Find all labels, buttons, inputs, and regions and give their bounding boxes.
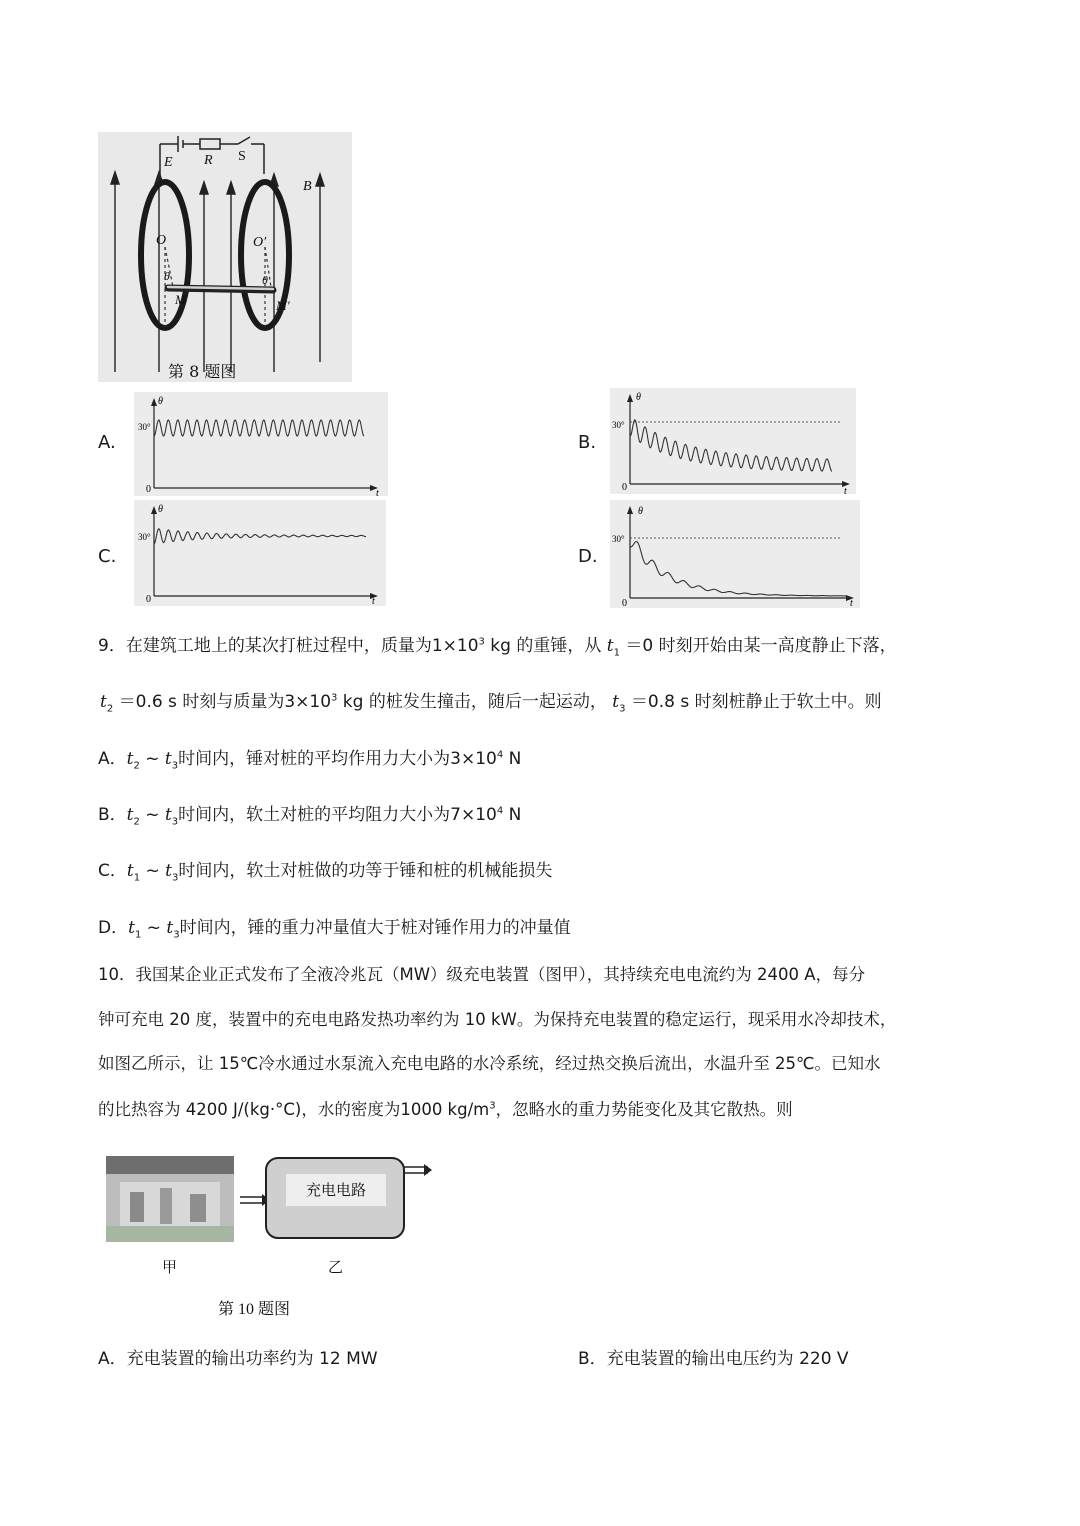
q9-option-d-letter: D．: [98, 918, 129, 938]
q9-a-ta: t: [126, 749, 134, 769]
q9-option-c-letter: C．: [98, 861, 127, 881]
q9-option-a-letter: A．: [98, 749, 127, 769]
graph-d-theta: θ: [638, 506, 643, 517]
label-M-prime: M′: [276, 298, 290, 313]
label-M: M: [175, 292, 186, 307]
q9-stem-text-b: kg 的重锤，从: [484, 636, 602, 656]
graph-d-t: t: [850, 598, 853, 608]
q8-caption: 第 8 题图: [168, 362, 237, 381]
q9-t1-sub: 1: [613, 647, 620, 659]
q9-option-b-letter: B．: [98, 805, 127, 825]
q9-t3: t: [612, 692, 620, 712]
q9-d-tb-sub: 3: [173, 929, 180, 941]
q9-b-tb: t: [164, 805, 172, 825]
graph-d-curve: [630, 542, 846, 596]
label-O: O: [156, 233, 167, 248]
graph-d-30: 30°: [612, 534, 625, 544]
q10-line4: [98, 1096, 793, 1120]
q9-a-tb: t: [164, 749, 172, 769]
q8-option-a-letter[interactable]: A.: [98, 432, 116, 453]
q9-mass1: 1×10: [431, 636, 479, 656]
q9-stem-text-f: ＝0.8 s 时刻桩静止于软土中。则: [625, 692, 882, 712]
q9-c-text: 时间内，软土对桩做的功等于锤和桩的机械能损失: [178, 861, 553, 881]
q8-graph-b: [610, 388, 856, 494]
graph-c-curve: [154, 529, 366, 544]
q9-stem-text-a: 9．在建筑工地上的某次打桩过程中，质量为: [98, 636, 432, 656]
q9-d-ta-sub: 1: [134, 929, 142, 941]
q9-option-d[interactable]: D．$t_1$ ~ $t_3$时间内，锤的重力冲量值大于桩对锤作用力的冲量值: [98, 918, 571, 941]
q9-b-tb-sub: 3: [171, 816, 179, 828]
q9-b-exp: 4: [496, 805, 504, 817]
graph-b-curve: [630, 420, 832, 471]
q9-c-ta: t: [126, 861, 134, 881]
q8-graph-c: [134, 500, 386, 606]
q10-label-jia: 甲: [162, 1258, 178, 1276]
q8-figure: [98, 132, 352, 382]
q9-d-ta: t: [128, 918, 135, 938]
q9-b-text: 时间内，软土对桩的平均阻力大小为: [178, 805, 451, 825]
q9-b-value: 7×10: [450, 805, 497, 825]
q9-d-text: 时间内，锤的重力冲量值大于桩对锤作用力的冲量值: [179, 918, 571, 938]
q10-line4-exp: 3: [489, 1100, 496, 1112]
label-E: E: [164, 155, 173, 170]
q9-d-tb: t: [166, 918, 174, 938]
label-theta-left: θ: [164, 269, 170, 283]
q9-option-c[interactable]: C．$t_1$ ~ $t_3$时间内，软土对桩做的功等于锤和桩的机械能损失: [98, 861, 553, 884]
q10-line3: 如图乙所示，让 15℃冷水通过水泵流入充电电路的水冷系统，经过热交换后流出，水温升至 25℃。已知水: [98, 1054, 881, 1073]
q9-stem-text-c: ＝0 时刻开始由某一高度静止下落，: [619, 636, 897, 656]
q10-box-label: 充电电路: [305, 1181, 367, 1199]
label-B: B: [303, 179, 312, 194]
label-S: S: [238, 149, 246, 164]
graph-a-curve: [154, 420, 364, 436]
q9-c-tb: t: [165, 861, 172, 881]
q10-label-yi: 乙: [328, 1258, 344, 1276]
q9-option-a[interactable]: A．$t_2$ ~ $t_3$时间内，锤对桩的平均作用力大小为$3\times 10^4$ N: [98, 749, 522, 772]
q10-line4-b: ，忽略水的重力势能变化及其它散热。则: [495, 1100, 793, 1119]
label-R: R: [204, 153, 213, 168]
q9-c-tb-sub: 3: [172, 872, 179, 884]
q9-a-text: 时间内，锤对桩的平均作用力大小为: [178, 749, 451, 769]
q10-caption: 第 10 题图: [218, 1301, 291, 1318]
graph-b-30: 30°: [612, 420, 625, 430]
q9-stem-line2: [100, 687, 882, 714]
graph-b-zero: 0: [622, 482, 627, 493]
q9-b-ta-sub: 2: [133, 816, 140, 828]
graph-a-zero: 0: [146, 484, 151, 495]
q10-line2: 钟可充电 20 度，装置中的充电电路发热功率约为 10 kW。为保持充电装置的稳定运行，现采用水冷却技术，: [98, 1010, 897, 1029]
q9-stem-text-d: ＝0.6 s 时刻与质量为: [113, 692, 285, 712]
q8-option-d-letter[interactable]: D.: [578, 546, 598, 567]
q9-a-exp: 4: [496, 749, 504, 761]
q9-b-unit: N: [503, 805, 522, 825]
graph-c-theta: θ: [158, 504, 163, 515]
q9-t2: t: [100, 692, 107, 712]
graph-b-theta: θ: [636, 392, 641, 403]
q9-stem-text-e: kg 的桩发生撞击，随后一起运动，: [337, 692, 607, 712]
graph-a-theta: θ: [158, 396, 163, 407]
q9-t3-sub: 3: [619, 703, 626, 715]
q9-c-ta-sub: 1: [133, 872, 141, 884]
graph-a-t: t: [376, 488, 379, 496]
q10-line1: 10．我国某企业正式发布了全液冷兆瓦（MW）级充电装置（图甲），其持续充电电流约为 2400 A，每分: [98, 965, 866, 984]
graph-b-t: t: [844, 486, 847, 494]
q10-figure: [100, 1152, 440, 1322]
label-theta-right: θ: [262, 273, 268, 287]
q9-a-ta-sub: 2: [133, 760, 140, 772]
q9-mass1-exp: 3: [478, 636, 485, 648]
graph-c-zero: 0: [146, 594, 151, 605]
q8-option-c-letter[interactable]: C.: [98, 546, 117, 567]
q9-b-ta: t: [126, 805, 134, 825]
graph-a-30: 30°: [138, 422, 151, 432]
q10-line4-a: 的比热容为 4200 J/(kg·°C)，水的密度为1000 kg/m: [98, 1100, 490, 1119]
q8-option-b-letter[interactable]: B.: [578, 432, 597, 453]
q9-mass2: 3×10: [284, 692, 332, 712]
q10-option-b[interactable]: B．充电装置的输出电压约为 220 V: [578, 1349, 849, 1369]
graph-d-zero: 0: [622, 598, 627, 608]
q9-stem-line1: [98, 631, 897, 658]
q9-t1: t: [606, 636, 614, 656]
label-O-prime: O′: [253, 235, 267, 250]
graph-c-30: 30°: [138, 532, 151, 542]
q8-graph-d: [610, 500, 860, 608]
q9-mass2-exp: 3: [331, 692, 338, 704]
q9-a-tb-sub: 3: [171, 760, 179, 772]
q10-option-a[interactable]: A．充电装置的输出功率约为 12 MW: [98, 1349, 378, 1369]
q9-t2-sub: 2: [106, 703, 114, 715]
graph-c-t: t: [372, 596, 375, 606]
q9-a-unit: N: [503, 749, 522, 769]
q9-a-value: 3×10: [450, 749, 497, 769]
q9-option-b[interactable]: B．$t_2$ ~ $t_3$时间内，软土对桩的平均阻力大小为$7\times 10^4$ N: [98, 805, 522, 828]
q8-graph-a: [134, 392, 388, 496]
